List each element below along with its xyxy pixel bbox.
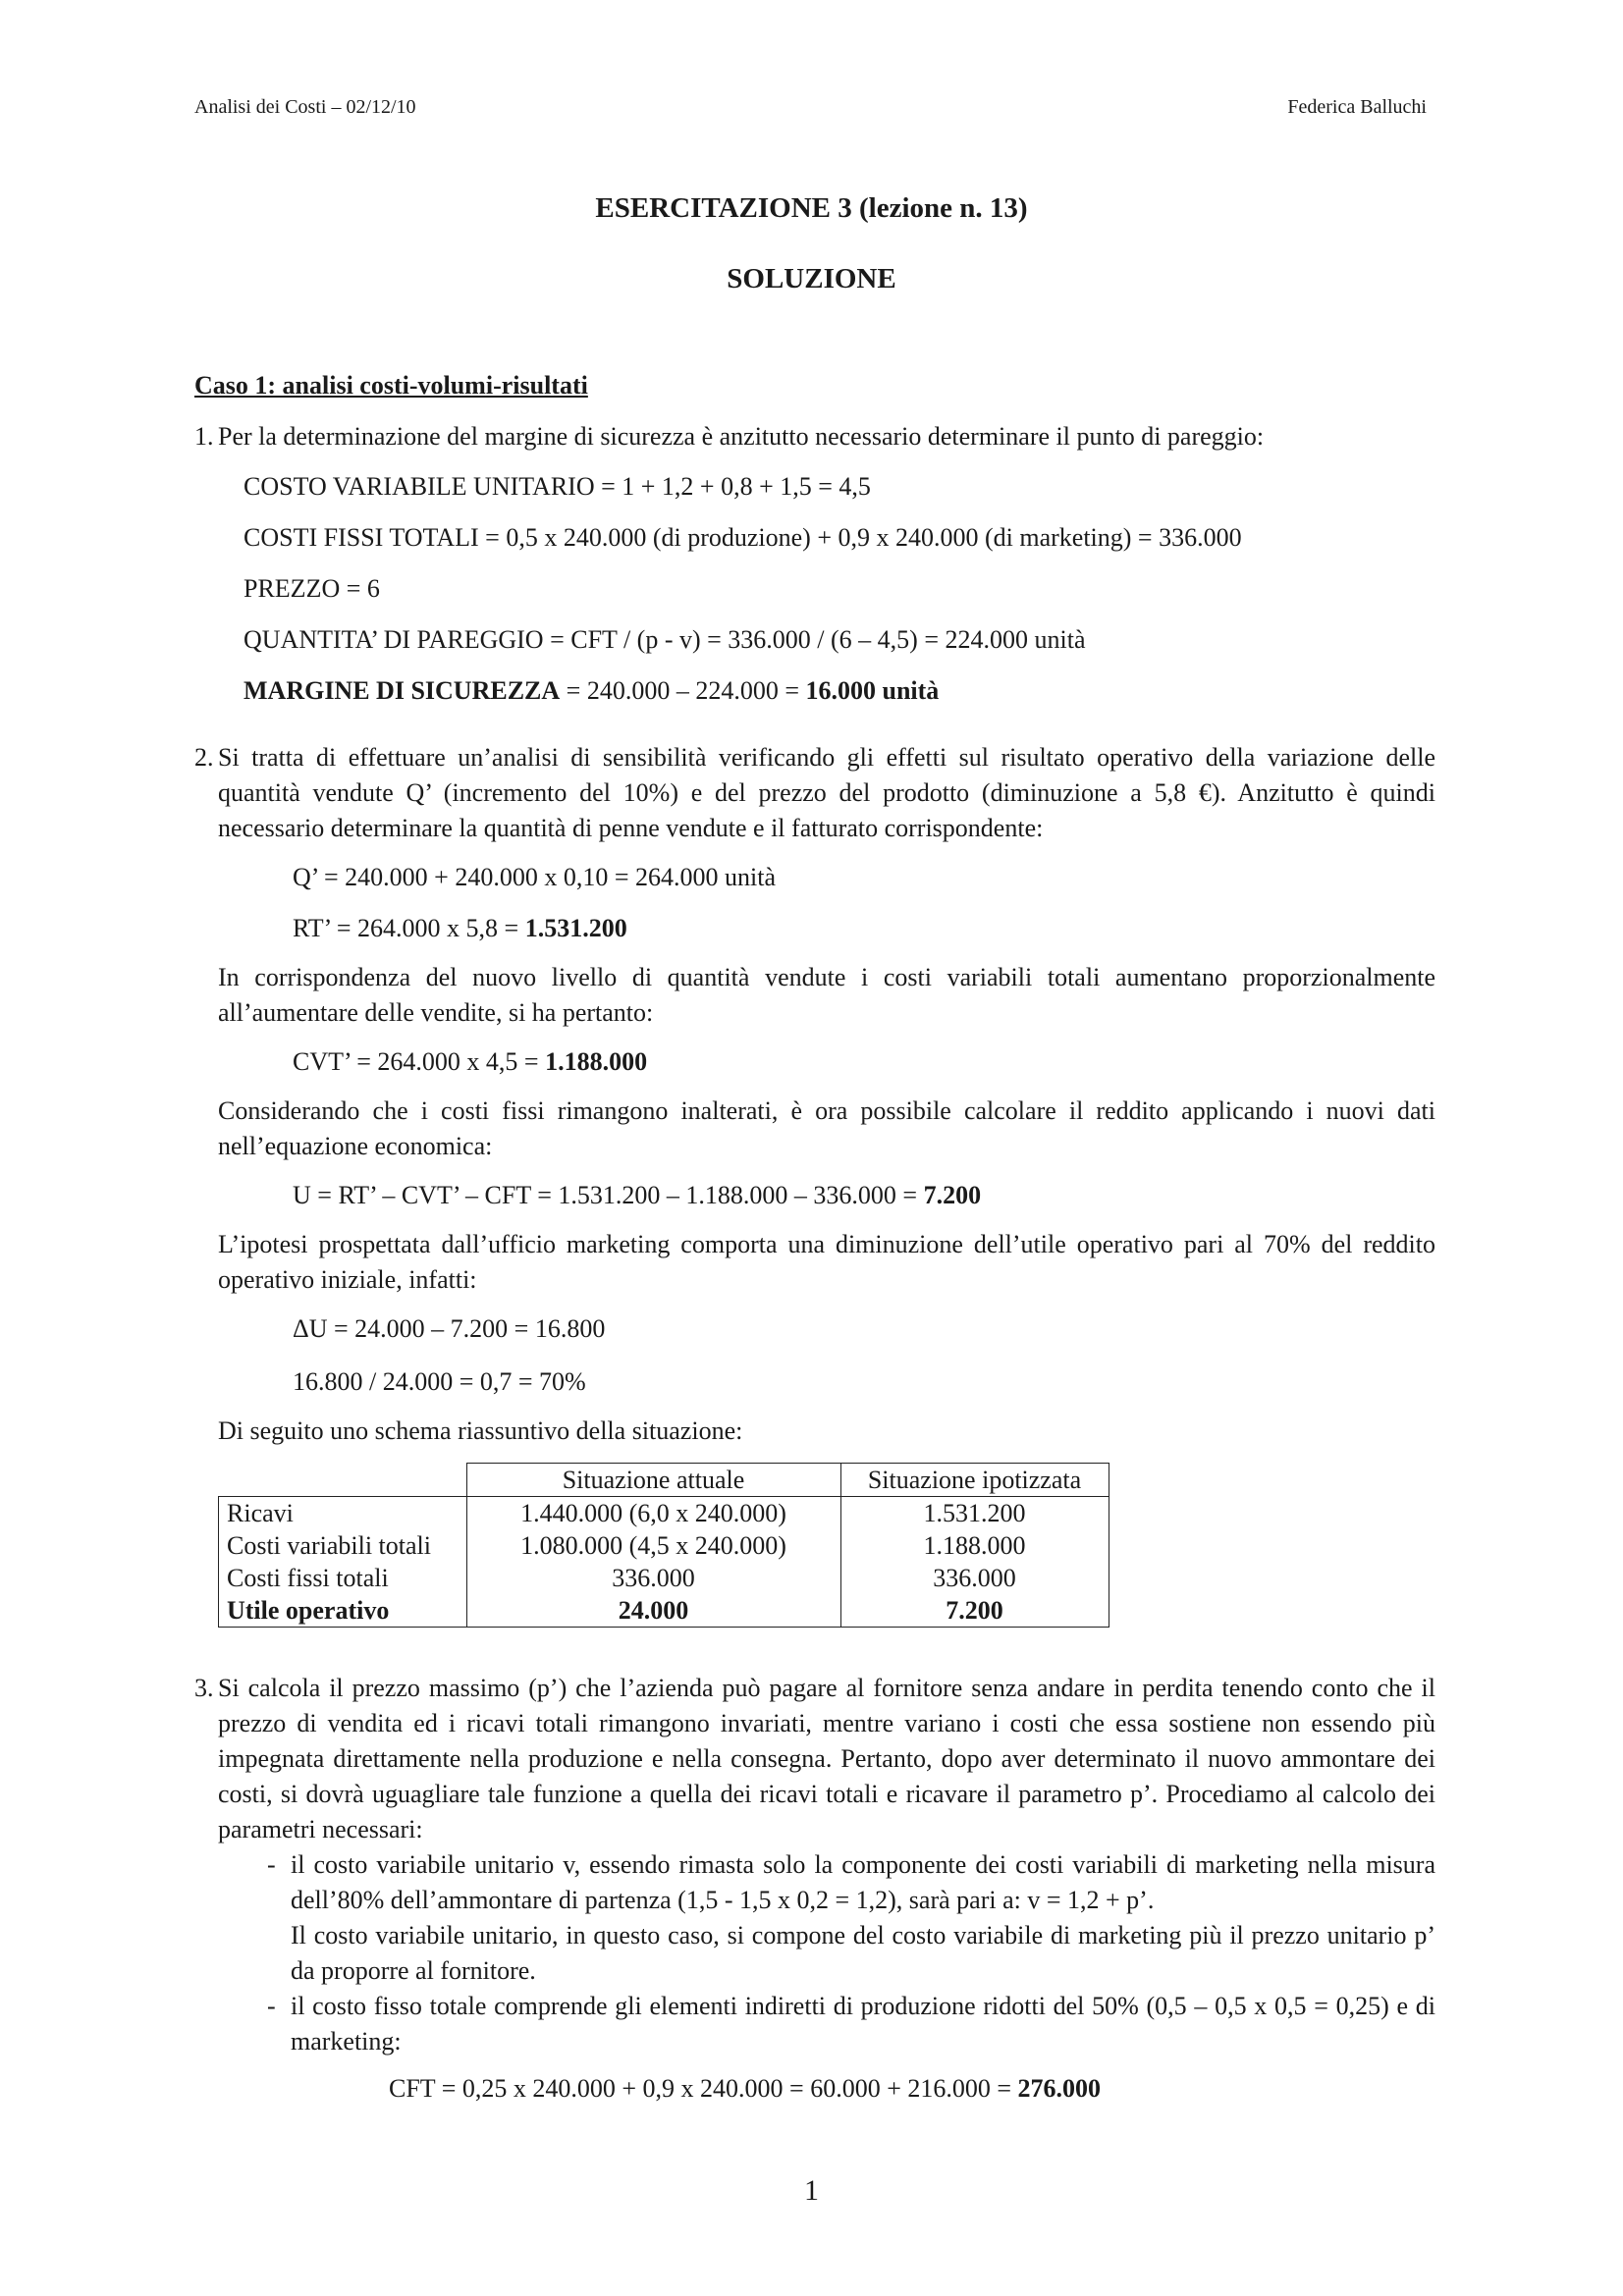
item3-text: Si calcola il prezzo massimo (p’) che l’azienda può pagare al fornitore senza andare in perdita tenendo conto che il prezzo di vendita ed i ricavi totali rimangono invariati, mentre variano i costi che essa sostiene non essendo più impegnata direttamente nella produzione e nella consegna. Pertanto, dopo aver determinato il nuovo ammontare dei costi, si dovrà uguagliare tale funzione a quella dei ricavi totali e ricavare il parametro p’. Procediamo al calcolo dei parametri necessari:	[218, 1674, 1435, 1843]
table-cell: 1.080.000 (4,5 x 240.000)	[466, 1529, 840, 1562]
table-header-cell: Situazione attuale	[466, 1464, 840, 1497]
table-header-cell: Situazione ipotizzata	[840, 1464, 1109, 1497]
table-header-cell	[219, 1464, 467, 1497]
cvt-result: 1.188.000	[545, 1047, 648, 1076]
item2-para4: L’ipotesi prospettata dall’ufficio marketing comporta una diminuzione dell’utile operativo pari al 70% del reddito operativo iniziale, infatti:	[218, 1230, 1435, 1294]
cft-calc: CFT = 0,25 x 240.000 + 0,9 x 240.000 = 60.000 + 216.000 =	[389, 2074, 1018, 2103]
item2-q-line: Q’ = 240.000 + 240.000 x 0,10 = 264.000 unità	[293, 863, 776, 891]
item2-para2: In corrispondenza del nuovo livello di quantità vendute i costi variabili totali aumentano proporzionalmente all’aumentare delle vendite, si ha pertanto:	[218, 963, 1435, 1027]
item1-text: Per la determinazione del margine di sicurezza è anzitutto necessario determinare il punto di pareggio:	[218, 422, 1265, 451]
item3-bullet1-a: il costo variabile unitario v, essendo rimasta solo la componente dei costi variabili di marketing nella misura dell’80% dell’ammontare di partenza (1,5 - 1,5 x 0,2 = 1,2), sarà pari a: v = 1,2 + p’.	[291, 1850, 1435, 1914]
table-row	[219, 1594, 1109, 1628]
item1-line-cvu: COSTO VARIABILE UNITARIO = 1 + 1,2 + 0,8 + 1,5 = 4,5	[243, 472, 871, 501]
table-cell: 336.000	[840, 1562, 1109, 1594]
margin-result: 16.000 unità	[805, 676, 940, 705]
item2-delta-line: ΔU = 24.000 – 7.200 = 16.800	[293, 1314, 606, 1343]
item1-line-pareggio: QUANTITA’ DI PAREGGIO = CFT / (p - v) = 336.000 / (6 – 4,5) = 224.000 unità	[243, 625, 1086, 654]
cft-result: 276.000	[1017, 2074, 1102, 2103]
header-right: Federica Balluchi	[1287, 96, 1427, 118]
table-cell-label: Utile operativo	[219, 1594, 467, 1628]
header-left: Analisi dei Costi – 02/12/10	[194, 96, 416, 118]
item2-text: Si tratta di effettuare un’analisi di sensibilità verificando gli effetti sul risultato operativo della variazione delle quantità vendute Q’ (incremento del 10%) e del prezzo del prodotto (diminuzione a 5,8 €). Anzitutto è quindi necessario determinare la quantità di penne vendute e il fatturato corrispondente:	[218, 743, 1435, 842]
table-cell-label: Ricavi	[219, 1497, 467, 1530]
margin-calc: = 240.000 – 224.000 =	[560, 676, 806, 705]
item2-cvt-line	[293, 1044, 647, 1080]
table-row	[219, 1562, 1109, 1594]
bullet-dash: -	[267, 1850, 276, 1879]
item3-bullet2: il costo fisso totale comprende gli elementi indiretti di produzione ridotti del 50% (0,5 – 0,5 x 0,5 = 0,25) e di marketing:	[291, 1992, 1435, 2056]
margin-label: MARGINE DI SICUREZZA	[243, 676, 561, 705]
item3-cft-line	[389, 2071, 1101, 2107]
table-cell: 336.000	[466, 1562, 840, 1594]
table-row	[219, 1529, 1109, 1562]
table-cell-label: Costi fissi totali	[219, 1562, 467, 1594]
summary-table	[218, 1463, 1109, 1628]
table-cell: 1.531.200	[840, 1497, 1109, 1530]
table-cell: 7.200	[840, 1594, 1109, 1628]
case-heading: Caso 1: analisi costi-volumi-risultati	[194, 371, 588, 400]
table-cell: 1.440.000 (6,0 x 240.000)	[466, 1497, 840, 1530]
item3-number: 3.	[194, 1674, 214, 1702]
bullet-dash: -	[267, 1992, 276, 2020]
item1-margin-line	[243, 673, 939, 709]
table-row	[219, 1497, 1109, 1530]
item1-line-prezzo: PREZZO = 6	[243, 574, 380, 603]
u-calc: U = RT’ – CVT’ – CFT = 1.531.200 – 1.188.000 – 336.000 =	[293, 1181, 924, 1209]
u-result: 7.200	[923, 1181, 982, 1209]
table-cell: 24.000	[466, 1594, 840, 1628]
rt-result: 1.531.200	[524, 914, 627, 942]
item2-pct-line: 16.800 / 24.000 = 0,7 = 70%	[293, 1367, 586, 1396]
page-subtitle: SOLUZIONE	[727, 263, 896, 294]
table-header-row	[219, 1464, 1109, 1497]
cvt-calc: CVT’ = 264.000 x 4,5 =	[293, 1047, 546, 1076]
page-number: 1	[804, 2174, 819, 2207]
item1-number: 1.	[194, 422, 214, 451]
item2-number: 2.	[194, 743, 214, 772]
page-title: ESERCITAZIONE 3 (lezione n. 13)	[595, 192, 1028, 224]
item3-bullet1-b: Il costo variabile unitario, in questo caso, si compone del costo variabile di marketing più il prezzo unitario p’ da proporre al fornitore.	[291, 1921, 1435, 1985]
item2-u-line	[293, 1178, 981, 1213]
item1-line-cft: COSTI FISSI TOTALI = 0,5 x 240.000 (di produzione) + 0,9 x 240.000 (di marketing) = 336.000	[243, 523, 1242, 552]
item2-para5: Di seguito uno schema riassuntivo della situazione:	[218, 1416, 743, 1445]
table-cell: 1.188.000	[840, 1529, 1109, 1562]
table-cell-label: Costi variabili totali	[219, 1529, 467, 1562]
rt-calc: RT’ = 264.000 x 5,8 =	[293, 914, 525, 942]
item2-rt-line	[293, 911, 627, 946]
item2-para3: Considerando che i costi fissi rimangono inalterati, è ora possibile calcolare il reddito applicando i nuovi dati nell’equazione economica:	[218, 1096, 1435, 1160]
